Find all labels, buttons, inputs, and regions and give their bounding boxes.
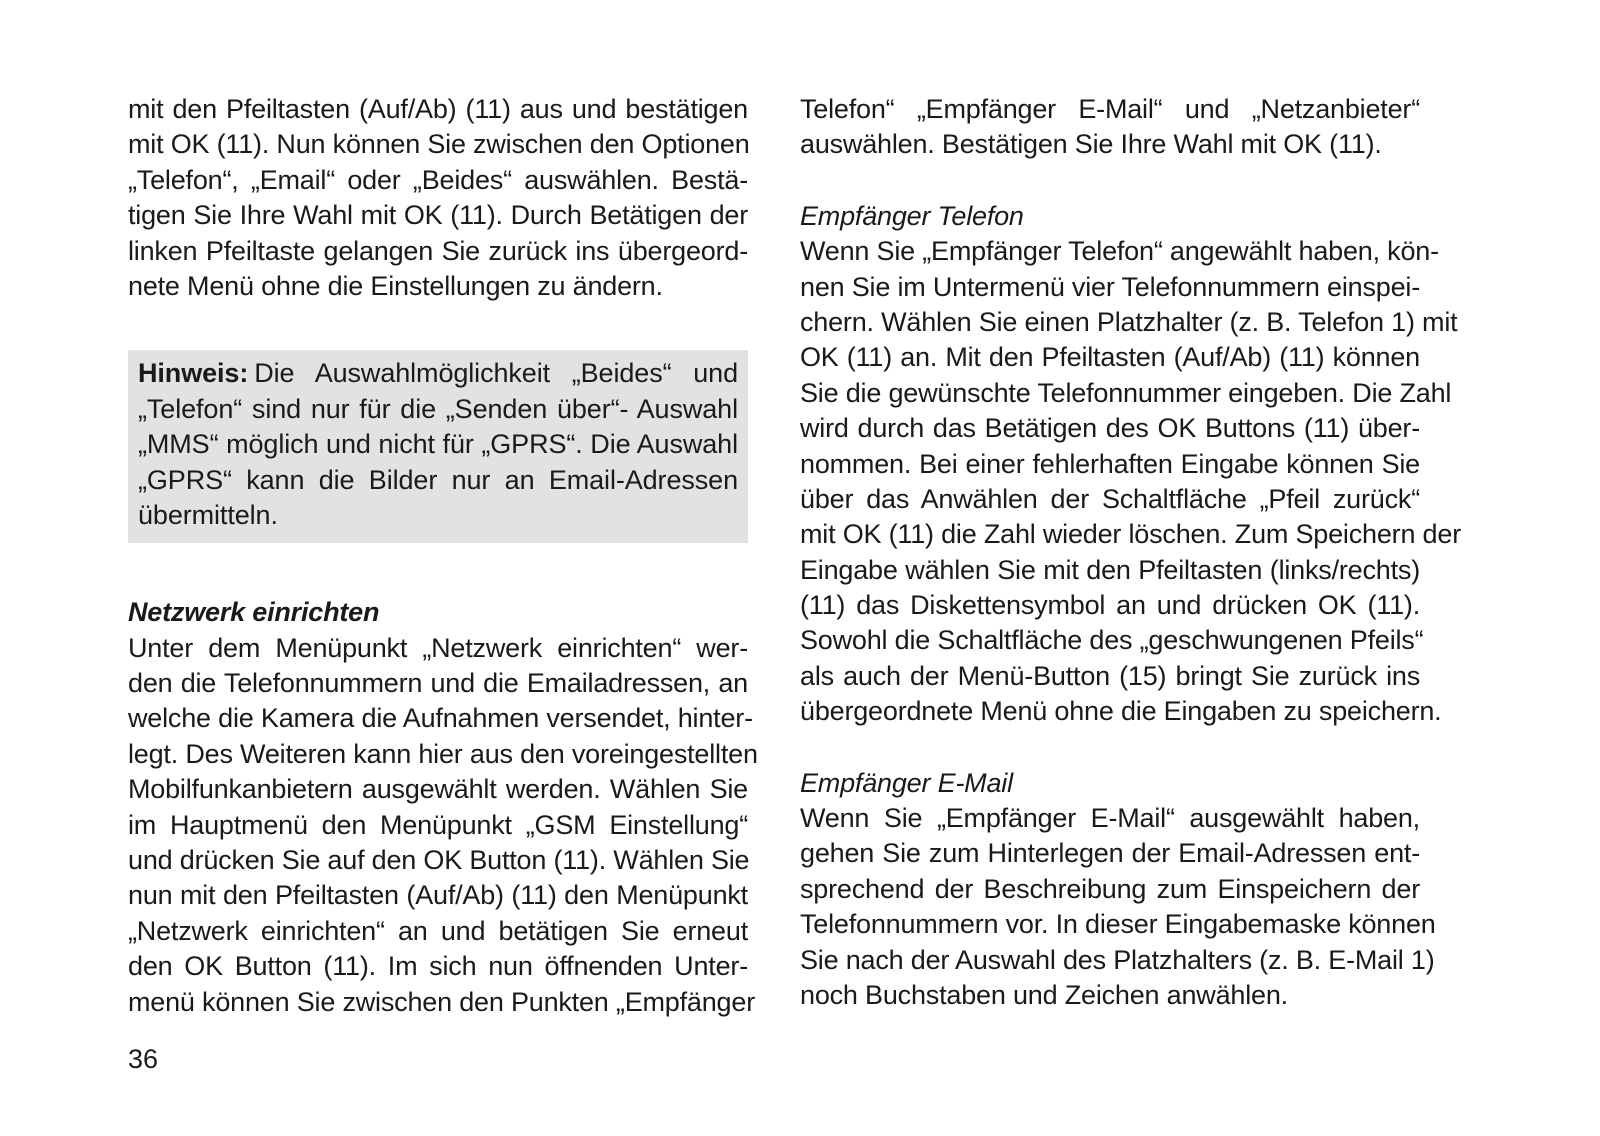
text-line: OK (11) an. Mit den Pfeiltasten (Auf/Ab) (11) können xyxy=(800,342,1420,373)
section-paragraph xyxy=(128,631,758,1020)
note-text: Die Auswahlmöglichkeit „Beides“ und xyxy=(254,358,738,389)
text-line: als auch der Menü-Button (15) bringt Sie zurück ins xyxy=(800,660,1420,691)
text-line: menü können Sie zwischen den Punkten „Empfänger xyxy=(128,986,755,1017)
section-heading: Netzwerk einrichten xyxy=(128,597,380,628)
note-line: übermitteln. xyxy=(138,499,278,530)
text-line: Telefon“ „Empfänger E-Mail“ und „Netzanbieter“ xyxy=(800,94,1420,124)
text-line: im Hauptmenü den Menüpunkt „GSM Einstellung“ xyxy=(128,809,748,840)
text-line: Unter dem Menüpunkt „Netzwerk einrichten“ wer- xyxy=(128,632,748,663)
text-line: Mobilfunkanbietern ausgewählt werden. Wählen Sie xyxy=(128,774,748,805)
intro-paragraph xyxy=(800,92,1420,163)
text-line: Sie nach der Auswahl des Platzhalters (z. B. E-Mail 1) xyxy=(800,944,1435,975)
text-line: tigen Sie Ihre Wahl mit OK (11). Durch Betätigen der xyxy=(128,200,748,231)
text-line: nommen. Bei einer fehlerhaften Eingabe können Sie xyxy=(800,448,1420,479)
text-line: legt. Des Weiteren kann hier aus den voreingestellten xyxy=(128,738,758,769)
text-line: (11) das Diskettensymbol an und drücken OK (11). xyxy=(800,590,1420,621)
text-line: Sie die gewünschte Telefonnummer eingeben. Die Zahl xyxy=(800,377,1452,408)
text-line: linken Pfeiltaste gelangen Sie zurück ins übergeord- xyxy=(128,235,748,266)
note-first-line xyxy=(138,356,738,391)
spacer xyxy=(128,543,748,595)
note-box xyxy=(128,350,748,543)
page-number: 36 xyxy=(128,1044,159,1074)
text-line: Wenn Sie „Empfänger Telefon“ angewählt haben, kön- xyxy=(800,236,1439,267)
text-line: wird durch das Betätigen des OK Buttons (11) über- xyxy=(800,413,1420,444)
text-line: übergeordnete Menü ohne die Eingaben zu speichern. xyxy=(800,696,1442,727)
text-line: chern. Wählen Sie einen Platzhalter (z. B. Telefon 1) mit xyxy=(800,306,1458,337)
text-line: auswählen. Bestätigen Sie Ihre Wahl mit OK (11). xyxy=(800,129,1382,160)
text-line: noch Buchstaben und Zeichen anwählen. xyxy=(800,979,1288,1010)
telefon-paragraph xyxy=(800,234,1461,729)
text-line: Sowohl die Schaltfläche des „geschwungenen Pfeils“ xyxy=(800,625,1424,656)
text-line: mit OK (11). Nun können Sie zwischen den Optionen xyxy=(128,129,750,160)
subheading-email: Empfänger E-Mail xyxy=(800,767,1013,798)
text-line: „Netzwerk einrichten“ an und betätigen Sie erneut xyxy=(128,915,748,946)
spacer xyxy=(800,730,1420,766)
text-line: „Telefon“, „Email“ oder „Beides“ auswählen. Bestä- xyxy=(128,164,748,195)
subheading-telefon: Empfänger Telefon xyxy=(800,200,1024,231)
text-line: gehen Sie zum Hinterlegen der Email-Adressen ent- xyxy=(800,838,1420,869)
text-line: nete Menü ohne die Einstellungen zu ändern. xyxy=(128,270,663,301)
text-line: sprechend der Beschreibung zum Einspeichern der xyxy=(800,873,1420,904)
text-line: Wenn Sie „Empfänger E-Mail“ ausgewählt haben, xyxy=(800,803,1420,834)
spacer xyxy=(128,304,748,340)
text-line: den OK Button (11). Im sich nun öffnenden Unter- xyxy=(128,951,748,982)
text-line: nen Sie im Untermenü vier Telefonnummern einspei- xyxy=(800,271,1421,302)
email-paragraph xyxy=(800,801,1436,1013)
text-line: mit den Pfeiltasten (Auf/Ab) (11) aus und bestätigen xyxy=(128,94,748,124)
intro-paragraph xyxy=(128,92,748,304)
text-line: Eingabe wählen Sie mit den Pfeiltasten (links/rechts) xyxy=(800,554,1420,585)
text-line: nun mit den Pfeiltasten (Auf/Ab) (11) den Menüpunkt xyxy=(128,880,748,911)
right-column xyxy=(800,92,1461,1013)
text-line: Telefonnummern vor. In dieser Eingabemaske können xyxy=(800,909,1436,940)
text-line: welche die Kamera die Aufnahmen versendet, hinter- xyxy=(128,703,753,734)
text-line: den die Telefonnummern und die Emailadressen, an xyxy=(128,668,748,699)
note-label: Hinweis: xyxy=(138,358,249,389)
left-column xyxy=(128,92,758,1020)
spacer xyxy=(800,163,1420,199)
text-line: und drücken Sie auf den OK Button (11). Wählen Sie xyxy=(128,845,750,876)
note-line: „Telefon“ sind nur für die „Senden über“- Auswahl xyxy=(138,393,738,424)
note-line: „MMS“ möglich und nicht für „GPRS“. Die Auswahl xyxy=(138,429,738,460)
text-line: mit OK (11) die Zahl wieder löschen. Zum Speichern der xyxy=(800,519,1461,550)
text-line: über das Anwählen der Schaltfläche „Pfeil zurück“ xyxy=(800,483,1420,514)
note-line: „GPRS“ kann die Bilder nur an Email-Adressen xyxy=(138,464,738,495)
